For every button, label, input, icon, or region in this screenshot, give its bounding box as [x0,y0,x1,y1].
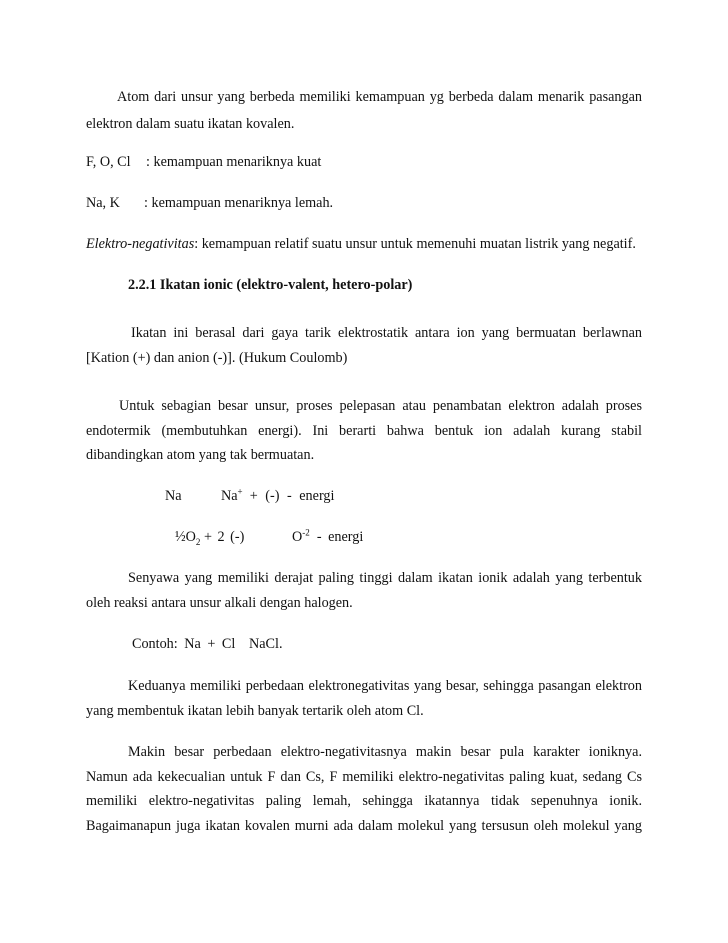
paragraph-line: Keduanya memiliki perbedaan elektronegativitas yang besar, sehingga pasangan elektron [128,678,642,694]
paragraph-line: Namun ada kekecualian untuk F dan Cs, F memiliki elektro-negativitas paling kuat, sedang Cs [86,769,642,785]
paragraph-line: Makin besar perbedaan elektro-negativitasnya makin besar pula karakter ioniknya. [128,744,642,760]
equation-left: $\frac{1}{2}O_2 + 2$ (-) [175,529,245,547]
paragraph-line: Ikatan ini berasal dari gaya tarik elektrostatik antara ion yang bermuatan berlawnan [131,325,642,341]
paragraph-line: Atom dari unsur yang berbeda memiliki kemampuan yg berbeda dalam menarik pasangan [117,89,642,105]
paragraph-line: elektron dalam suatu ikatan kovalen. [86,116,295,132]
section-heading: 2.2.1 Ikatan ionic (elektro-valent, hetero-polar) [128,277,413,293]
example-right: NaCl. [249,636,283,652]
paragraph-line: Senyawa yang memiliki derajat paling tinggi dalam ikatan ionik adalah yang terbentuk [128,570,642,586]
paragraph-line: memiliki elektro-negativitas paling lemah, sehingga ikatannya tidak sepenuhnya ionik. [86,793,642,809]
definition-text: : kemampuan relatif suatu unsur untuk memenuhi muatan listrik yang negatif. [194,236,636,252]
list-text: : kemampuan menariknya lemah. [144,195,334,211]
paragraph-line: yang membentuk ikatan lebih banyak tertarik oleh atom Cl. [86,703,424,719]
equation-right: Na+ + (-) - energi [221,486,335,504]
list-item-weak [86,194,642,212]
paragraph-line: dibandingkan atom yang tak bermuatan. [86,447,315,463]
equation-right: $O^{-2}$ - energi [292,527,364,545]
list-text: : kemampuan menariknya kuat [146,154,322,170]
definition-line [86,235,642,253]
example-left: Contoh: Na + Cl [132,636,236,652]
paragraph-line: Untuk sebagian besar unsur, proses pelepasan atau penambatan elektron adalah proses [119,398,642,414]
paragraph-line: oleh reaksi antara unsur alkali dengan halogen. [86,595,353,611]
equation-left: Na [165,488,182,504]
paragraph-line: [Kation (+) dan anion (-)]. (Hukum Coulomb) [86,350,348,366]
definition-term: Elektro-negativitas [86,236,195,252]
list-label: F, O, Cl [86,154,131,170]
list-item-strong [86,153,642,171]
list-label: Na, K [86,195,120,211]
paragraph-line: endotermik (membutuhkan energi). Ini berarti bahwa bentuk ion adalah kurang stabil [86,423,642,439]
paragraph-line: Bagaimanapun juga ikatan kovalen murni ada dalam molekul yang tersusun oleh molekul yang [86,818,642,834]
